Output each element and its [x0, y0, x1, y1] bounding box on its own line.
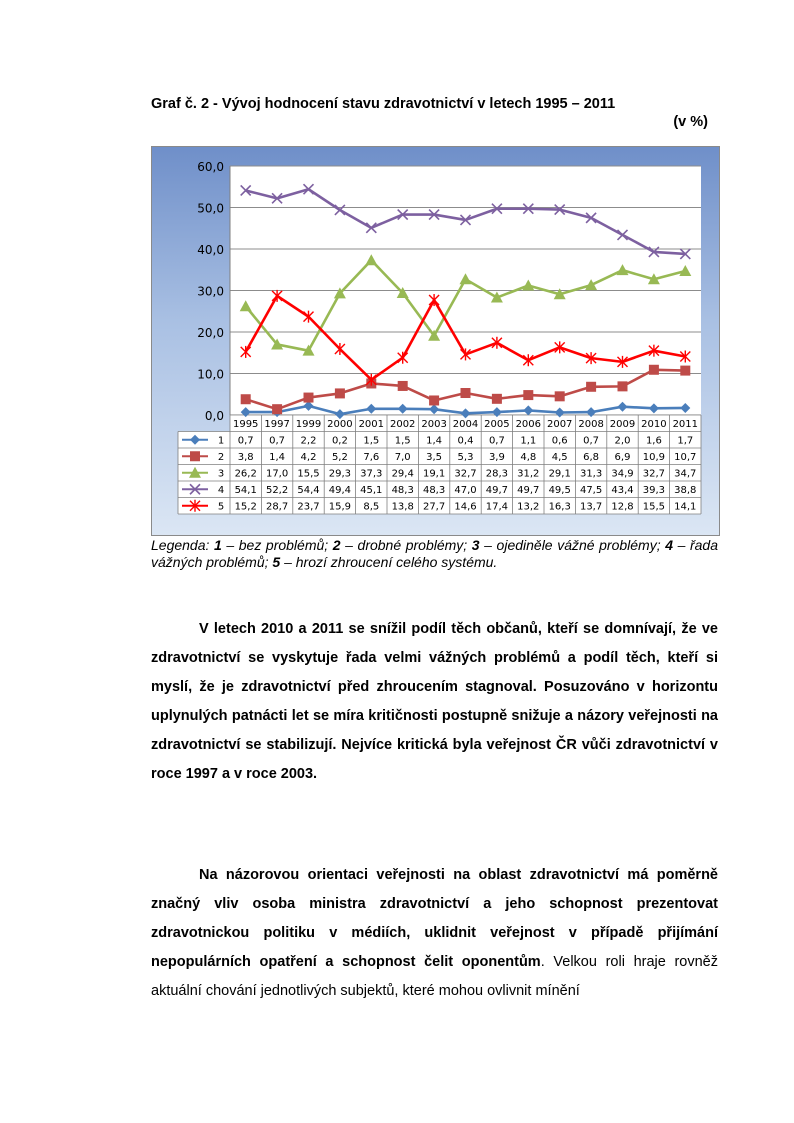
data-label: 10,9 — [642, 452, 666, 463]
marker-square — [398, 381, 408, 391]
y-tick-label: 10,0 — [197, 367, 224, 382]
marker-square — [304, 393, 314, 403]
data-label: 54,1 — [234, 485, 257, 496]
x-tick-label: 1997 — [264, 419, 290, 430]
data-label: 8,5 — [363, 501, 380, 513]
data-label: 15,9 — [328, 501, 352, 513]
data-label: 29,1 — [548, 468, 571, 480]
data-label: 15,2 — [234, 501, 257, 513]
marker-square — [555, 391, 565, 401]
x-tick-label: 2004 — [452, 419, 479, 430]
data-label: 43,4 — [611, 485, 634, 496]
legend-t3: – ojediněle vážné problémy; — [479, 537, 666, 553]
y-tick-label: 0,0 — [204, 409, 224, 423]
data-label: 17,4 — [485, 501, 509, 513]
data-label: 23,7 — [297, 501, 320, 513]
data-label: 13,8 — [391, 501, 414, 513]
legend-n5: 5 — [272, 554, 281, 570]
data-label: 28,7 — [265, 501, 289, 513]
data-label: 4,5 — [551, 452, 568, 463]
data-label: 4,2 — [300, 452, 317, 463]
marker-square — [618, 381, 628, 391]
chart-title: Graf č. 2 - Vývoj hodnocení stavu zdravotnictví v letech 1995 – 2011 — [151, 96, 616, 112]
data-label: 49,5 — [548, 485, 571, 496]
data-label: 39,3 — [642, 485, 666, 496]
data-label: 37,3 — [360, 468, 383, 480]
data-label: 0,2 — [331, 435, 348, 447]
data-label: 12,8 — [611, 501, 634, 513]
data-label: 7,6 — [363, 452, 380, 463]
x-tick-label: 2008 — [578, 419, 604, 430]
marker-square — [492, 394, 502, 404]
x-tick-label: 2007 — [546, 419, 573, 430]
data-label: 26,2 — [234, 468, 257, 480]
data-label: 54,4 — [297, 485, 320, 496]
data-label: 3,8 — [237, 452, 254, 463]
data-label: 13,2 — [517, 501, 540, 513]
x-tick-label: 2005 — [484, 419, 510, 430]
data-label: 38,8 — [674, 485, 697, 496]
data-label: 45,1 — [360, 485, 383, 496]
x-tick-label: 2006 — [515, 419, 542, 430]
data-label: 0,4 — [457, 435, 474, 447]
data-label: 29,3 — [328, 468, 352, 480]
data-label: 0,7 — [269, 435, 286, 447]
data-label: 13,7 — [579, 501, 603, 513]
data-label: 10,7 — [674, 452, 697, 463]
data-label: 2,0 — [614, 435, 631, 447]
data-label: 4,8 — [520, 452, 537, 463]
legend-t5: – hrozí zhroucení celého systému. — [280, 554, 498, 570]
data-label: 5,3 — [457, 452, 474, 463]
y-tick-label: 20,0 — [197, 326, 224, 340]
legend-t4: – řada vážných problémů; — [151, 537, 718, 570]
data-label: 49,7 — [517, 485, 540, 496]
y-tick-label: 40,0 — [197, 243, 224, 257]
data-label: 1,1 — [520, 435, 537, 447]
paragraph-2 — [151, 861, 718, 1006]
data-label: 0,7 — [237, 435, 254, 447]
paragraph-1-text: V letech 2010 a 2011 se snížil podíl těch občanů, kteří se domnívají, že ve zdravotnictví se vyskytuje řada velmi vážných problémů a podíl těch, kteří si myslí, že je zdravotnictví před zhroucením stagnoval. Posuzováno v horizontu uplynulých patnácti let se míra kritičnosti postupně snižuje a názory veřejnosti na zdravotnictví se stabilizují. Nejvíce kritická byla veřejnost ČR vůči zdravotnictví v roce 1997 a v roce 2003. — [151, 621, 718, 782]
data-label: 47,0 — [454, 485, 477, 496]
marker-square — [461, 388, 471, 398]
marker-square — [586, 382, 596, 392]
data-label: 6,8 — [583, 452, 600, 463]
data-label: 34,9 — [611, 468, 634, 480]
legend-n2: 2 — [332, 537, 341, 553]
data-label: 48,3 — [422, 485, 446, 496]
x-tick-label: 2001 — [358, 419, 385, 430]
marker-square — [190, 451, 200, 461]
data-label: 52,2 — [265, 485, 289, 496]
data-label: 31,3 — [579, 468, 603, 480]
data-label: 17,0 — [265, 468, 289, 480]
line-chart — [152, 147, 719, 535]
x-tick-label: 2000 — [327, 419, 353, 430]
paragraph-1 — [151, 615, 718, 789]
data-label: 0,6 — [551, 435, 568, 447]
legend-n4: 4 — [665, 537, 673, 553]
data-label: 2,2 — [300, 435, 317, 447]
data-label: 19,1 — [422, 468, 446, 480]
legend-note — [151, 537, 718, 571]
chart-frame — [151, 146, 720, 536]
data-label: 48,3 — [391, 485, 414, 496]
legend-prefix: Legenda: — [151, 537, 214, 553]
data-label: 15,5 — [297, 468, 320, 480]
x-tick-label: 1999 — [295, 419, 322, 430]
data-label: 32,7 — [454, 468, 477, 480]
data-label: 15,5 — [642, 501, 666, 513]
data-label: 16,3 — [548, 501, 571, 513]
data-label: 1,6 — [645, 435, 662, 447]
data-label: 1,4 — [269, 452, 286, 463]
x-tick-label: 2011 — [672, 419, 699, 430]
data-label: 29,4 — [391, 468, 414, 480]
paragraph-2-rest: . Velkou roli hraje rovněž aktuální chování jednotlivých subjektů, které mohou ovlivnit mínění — [151, 954, 718, 999]
legend-series-name: 2 — [217, 452, 225, 463]
data-label: 27,7 — [422, 501, 446, 513]
data-label: 0,7 — [488, 435, 505, 447]
legend-series-name: 3 — [217, 468, 225, 480]
data-label: 3,9 — [488, 452, 505, 463]
legend-series-name: 5 — [217, 501, 225, 513]
data-label: 14,6 — [454, 501, 477, 513]
data-label: 31,2 — [517, 468, 540, 480]
data-label: 1,5 — [363, 435, 380, 447]
legend-series-name: 1 — [217, 435, 225, 447]
marker-square — [241, 394, 251, 404]
legend-t1: – bez problémů; — [221, 537, 333, 553]
data-label: 47,5 — [579, 485, 603, 496]
data-label: 32,7 — [642, 468, 666, 480]
marker-square — [272, 404, 282, 414]
data-label: 3,5 — [426, 452, 443, 463]
data-label: 49,4 — [328, 485, 352, 496]
y-tick-label: 30,0 — [197, 284, 224, 299]
data-label: 49,7 — [485, 485, 509, 496]
legend-n1: 1 — [213, 537, 222, 553]
marker-square — [429, 395, 439, 405]
legend-series-name: 4 — [217, 485, 225, 496]
marker-square — [335, 388, 345, 398]
data-label: 7,0 — [394, 452, 411, 463]
data-label: 6,9 — [614, 452, 631, 463]
y-tick-label: 60,0 — [197, 160, 224, 174]
x-tick-label: 2003 — [421, 419, 447, 430]
legend-n3: 3 — [471, 537, 480, 553]
unit-label: (v %) — [673, 114, 708, 130]
data-label: 1,4 — [426, 435, 443, 447]
x-tick-label: 2002 — [389, 419, 416, 430]
x-tick-label: 1995 — [232, 419, 259, 430]
data-label: 0,7 — [583, 435, 600, 447]
marker-square — [523, 390, 533, 400]
x-tick-label: 2010 — [641, 419, 667, 430]
x-tick-label: 2009 — [609, 419, 636, 430]
data-label: 5,2 — [331, 452, 348, 463]
y-tick-label: 50,0 — [197, 201, 224, 216]
data-label: 34,7 — [674, 468, 697, 480]
data-label: 1,5 — [394, 435, 411, 447]
paragraph-2-bold: Na názorovou orientaci veřejnosti na oblast zdravotnictví má poměrně značný vliv osoba ministra zdravotnictví a jeho schopnost prezentovat zdravotnickou politiku v médiích, uklidnit veřejnost v případě přijímání nepopulárních opatření a schopnost čelit oponentům — [151, 867, 718, 970]
marker-square — [680, 366, 690, 376]
legend-t2: – drobné problémy; — [340, 537, 472, 553]
data-label: 1,7 — [677, 435, 694, 447]
data-label: 14,1 — [674, 501, 697, 513]
marker-square — [649, 365, 659, 375]
data-label: 28,3 — [485, 468, 509, 480]
